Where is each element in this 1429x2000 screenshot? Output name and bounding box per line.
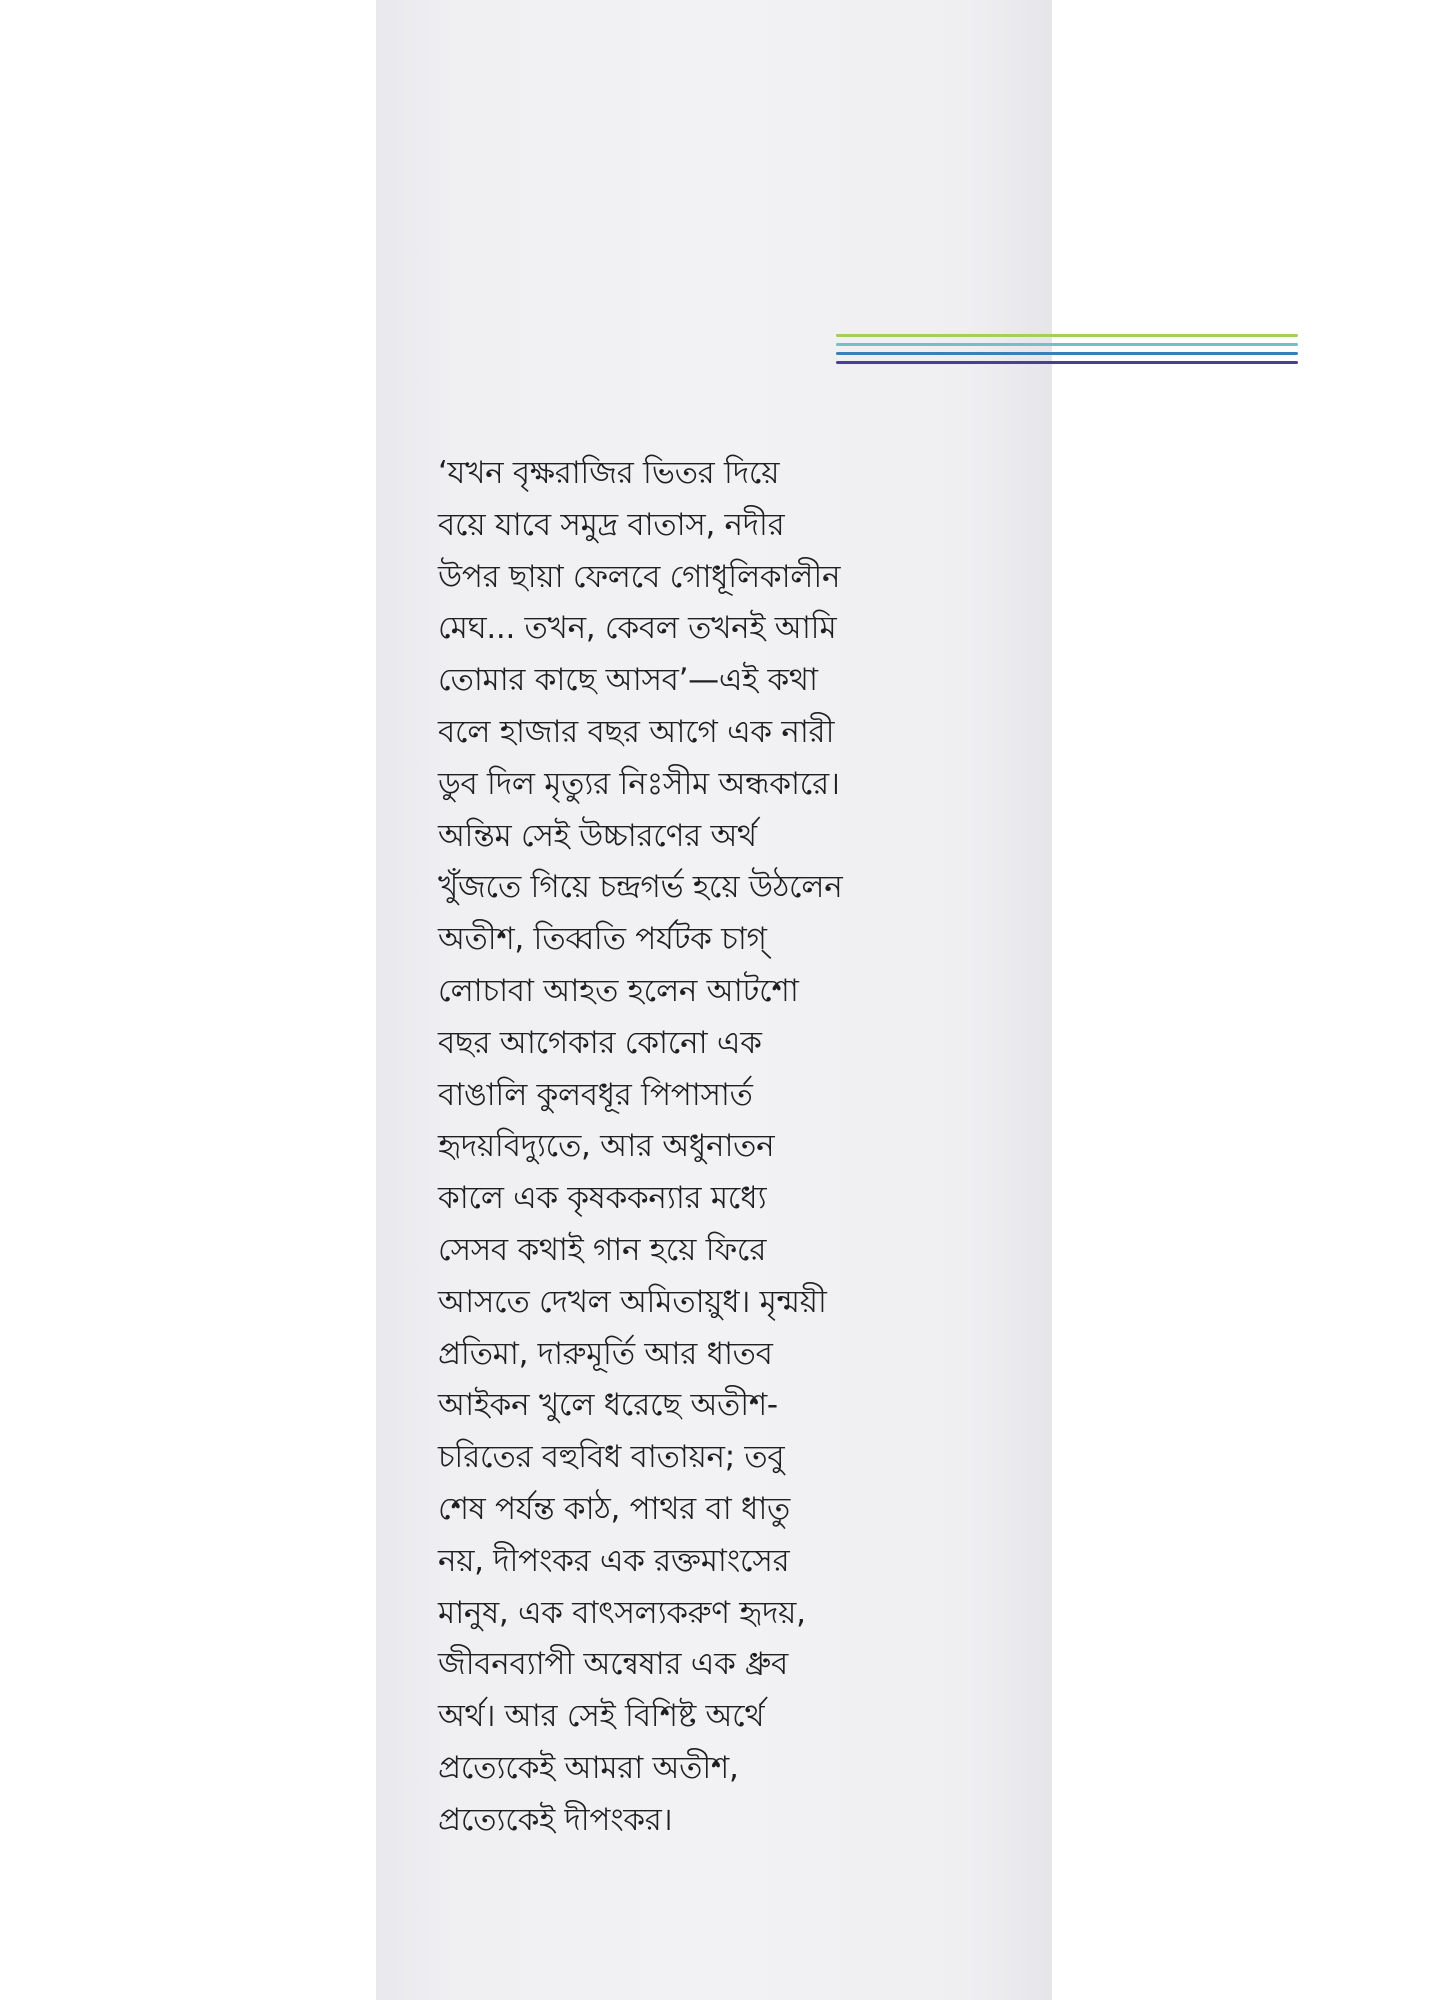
blurb-line: সেসব কথাই গান হয়ে ফিরে bbox=[438, 1231, 767, 1268]
blurb-line: তোমার কাছে আসব’—এই কথা bbox=[438, 662, 818, 699]
blurb-line: হৃদয়বিদ্যুতে, আর অধুনাতন bbox=[438, 1128, 775, 1165]
blurb-line: মানুষ, এক বাৎসল্যকরুণ হৃদয়, bbox=[438, 1594, 806, 1631]
blurb-line: লোচাবা আহত হলেন আটশো bbox=[438, 972, 799, 1009]
blurb-line: ডুব দিল মৃত্যুর নিঃসীম অন্ধকারে। bbox=[438, 765, 840, 802]
blurb-line: শেষ পর্যন্ত কাঠ, পাথর বা ধাতু bbox=[438, 1490, 790, 1527]
blurb-line: মেঘ... তখন, কেবল তখনই আমি bbox=[438, 610, 837, 647]
blurb-line: বয়ে যাবে সমুদ্র বাতাস, নদীর bbox=[438, 506, 785, 543]
blurb-line: প্রত্যেকেই আমরা অতীশ, bbox=[438, 1749, 739, 1786]
blurb-line: জীবনব্যাপী অন্বেষার এক ধ্রুব bbox=[438, 1646, 788, 1683]
blurb-line: খুঁজতে গিয়ে চন্দ্রগর্ভ হয়ে উঠলেন bbox=[438, 869, 843, 906]
decorative-rules bbox=[836, 334, 1298, 368]
blurb-line: চরিতের বহুবিধ বাতায়ন; তবু bbox=[438, 1439, 785, 1476]
blurb-line: আইকন খুলে ধরেছে অতীশ- bbox=[438, 1387, 778, 1424]
blurb-line: প্রত্যেকেই দীপংকর। bbox=[438, 1801, 673, 1838]
blurb-line: উপর ছায়া ফেলবে গোধূলিকালীন bbox=[438, 558, 841, 595]
rule-indigo bbox=[836, 361, 1298, 364]
rule-green bbox=[836, 334, 1298, 337]
blurb-text bbox=[438, 448, 978, 1847]
blurb-line: বাঙালি কুলবধূর পিপাসার্ত bbox=[438, 1076, 753, 1113]
rule-teal bbox=[836, 343, 1298, 346]
blurb-line: নয়, দীপংকর এক রক্তমাংসের bbox=[438, 1542, 790, 1579]
blurb-line: ‘যখন বৃক্ষরাজির ভিতর দিয়ে bbox=[438, 455, 780, 491]
blurb-line: বছর আগেকার কোনো এক bbox=[438, 1024, 762, 1061]
rule-blue bbox=[836, 352, 1298, 355]
blurb-line: বলে হাজার বছর আগে এক নারী bbox=[438, 713, 835, 750]
blurb-line: আসতে দেখল অমিতায়ুধ। মৃন্ময়ী bbox=[438, 1283, 827, 1320]
blurb-line: অর্থ। আর সেই বিশিষ্ট অর্থে bbox=[438, 1698, 765, 1735]
blurb-line: প্রতিমা, দারুমূর্তি আর ধাতব bbox=[438, 1335, 773, 1372]
blurb-line: অন্তিম সেই উচ্চারণের অর্থ bbox=[438, 817, 757, 854]
blurb-line: কালে এক কৃষককন্যার মধ্যে bbox=[438, 1180, 767, 1217]
blurb-line: অতীশ, তিব্বতি পর্যটক চাগ্ bbox=[438, 921, 767, 958]
